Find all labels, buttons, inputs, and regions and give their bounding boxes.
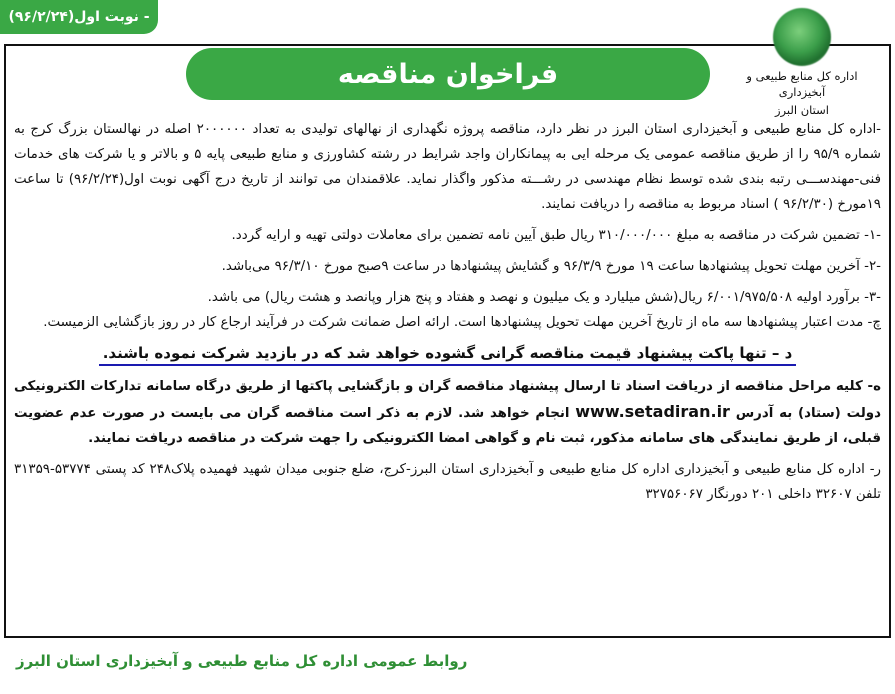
item-validity: چ- مدت اعتبار پیشنهادها سه ماه از تاریخ آخرین مهلت تحویل پیشنهادها است. ارائه اصل ضمانت شرکت در فرآیند ارجاع کار در روز بازگشایی الزمیست. bbox=[43, 315, 881, 330]
emblem-icon bbox=[773, 8, 831, 66]
item-envelope-note bbox=[14, 341, 881, 366]
org-name-line1: اداره کل منابع طبیعی و آبخیزداری bbox=[746, 69, 858, 99]
item-envelope-note-text: د – تنها پاکت پیشنهاد قیمت مناقصه گرانی گشوده خواهد شد که در بازدید شرکت نموده باشند. bbox=[99, 344, 797, 366]
item-guarantee: -۱- تضمین شرکت در مناقصه به مبلغ ۳۱۰/۰۰۰/۰۰۰ ریال طبق آیین نامه تضمین برای معاملات دولتی تهیه و ارایه گردد. bbox=[231, 228, 881, 243]
item-electronic-process bbox=[14, 374, 881, 451]
organization-header bbox=[727, 8, 877, 118]
notice-title: فراخوان مناقصه bbox=[186, 48, 710, 100]
item-estimate: -۳- برآورد اولیه ۶/۰۰۱/۹۷۵/۵۰۸ ریال(شش میلیارد و یک میلیون و نهصد و هفتاد و پنج هزار وپانصد و هشت ریال) می باشد. bbox=[207, 290, 881, 305]
item-electronic-part1: ه- کلیه مراحل مناقصه از دریافت اسناد تا ارسال پیشنهاد مناقصه گران و بازگشایی پاکتها از طریق درگاه سامانه تدارکات الکترونیکی دولت (ستاد) به آدرس bbox=[14, 379, 881, 421]
publication-turn-badge: - نوبت اول(۹۶/۲/۲۴) bbox=[0, 0, 158, 34]
intro-paragraph: -اداره کل منابع طبیعی و آبخیزداری استان البرز در نظر دارد، مناقصه پروژه نگهداری از نهالهای تولیدی به تعداد ۲۰۰۰۰۰۰ اصله در نهالستان بزرگ کرج به شماره ۹۵/۹ را از طریق مناقصه عمومی یک مرحله ایی به پیمانکاران واجد شرایط در رشته کشاورزی و منابع طبیعی پایه ۵ و بالاتر و یا شرکت های خدمات فنی-مهندســـی رتبه بندی شده توسط نظام مهندسی در رشـــته مذکور واگذار نماید. علاقمندان می توانند از تاریخ درج آگهی نوبت اول(۹۶/۲/۲۴) تا ساعت ۱۹مورخ (۹۶/۲/۳۰ ) اسناد مربوط به مناقصه را دریافت نمایند. bbox=[14, 122, 881, 212]
item-deadline: -۲- آخرین مهلت تحویل پیشنهادها ساعت ۱۹ مورخ ۹۶/۳/۹ و گشایش پیشنهادها در ساعت ۹صبح مورخ ۹۶/۳/۱۰ می‌باشد. bbox=[221, 259, 881, 274]
item-address: ر- اداره کل منابع طبیعی و آبخیزداری اداره کل منابع طبیعی و آبخیزداری استان البرز-کرج، ضلع جنوبی میدان شهید فهمیده پلاک۲۴۸ کد پستی ۵۳۷۷۴-۳۱۳۵۹ تلفن ۳۲۶۰۷ داخلی ۲۰۱ دورنگار ۳۲۷۵۶۰۶۷ bbox=[14, 462, 881, 502]
item-electronic-part2: انجام خواهد شد. لازم به ذکر است مناقصه گران می بایست در صورت عدم عضویت قبلی، از طریق نمایندگی های سامانه مذکور، ثبت نام و گواهی امضا الکترونیکی را جهت شرکت در مناقصه دریافت نمایند. bbox=[14, 406, 881, 446]
org-name-line2: استان البرز bbox=[775, 103, 829, 117]
setad-website-link[interactable]: www.setadiran.ir bbox=[575, 402, 730, 421]
footer-public-relations: روابط عمومی اداره کل منابع طبیعی و آبخیزداری استان البرز bbox=[16, 652, 468, 670]
notice-body bbox=[14, 117, 881, 507]
